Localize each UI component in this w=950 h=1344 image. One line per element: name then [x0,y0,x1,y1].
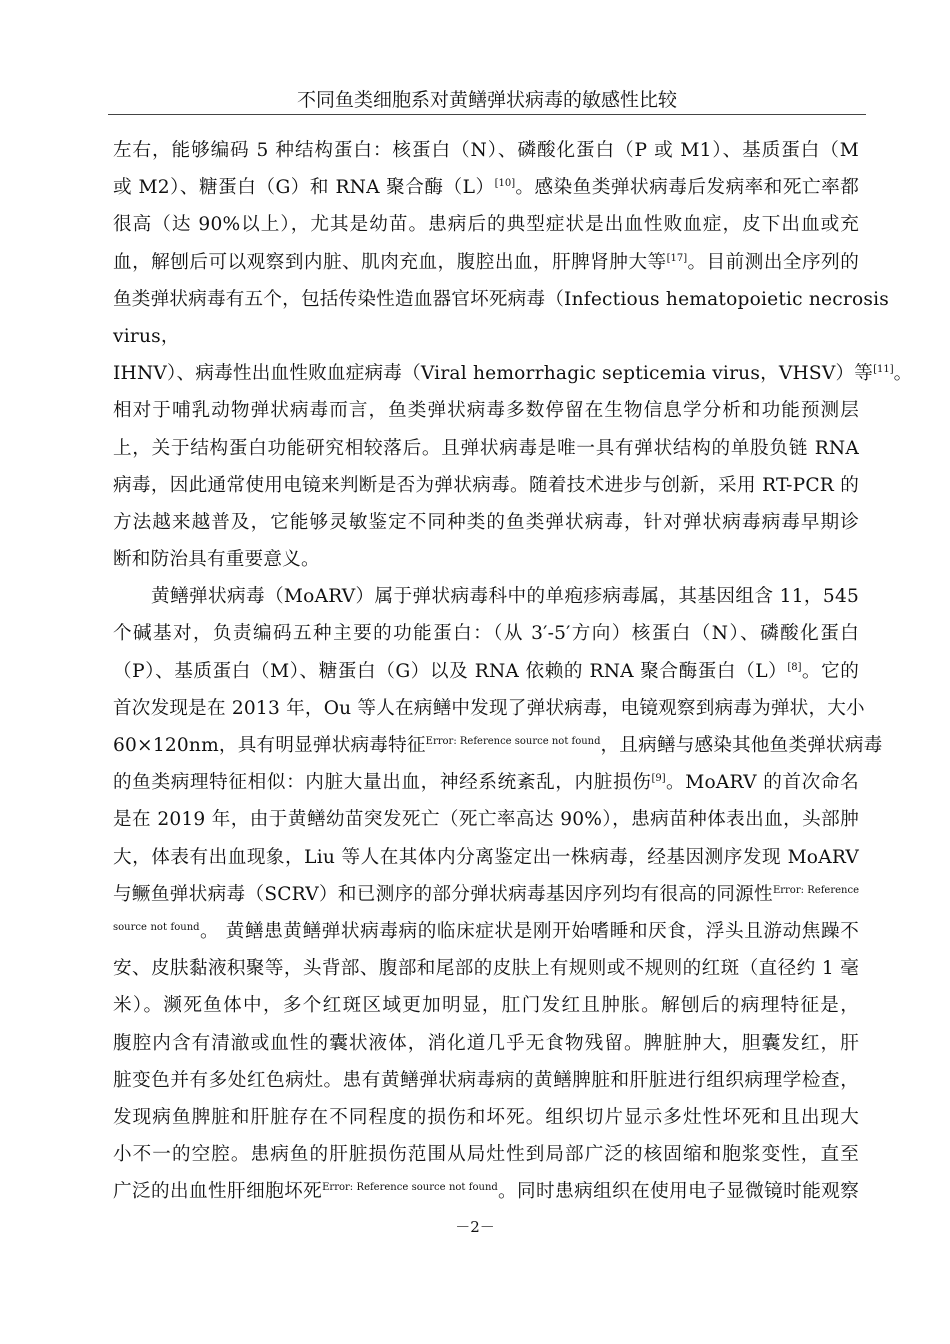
text-segment: 方法越来越普及，它能够灵敏鉴定不同种类的鱼类弹状病毒，针对弹状病毒病毒早期诊 [113,511,859,533]
text-segment: 。感染鱼类弹状病毒后发病率和死亡率都 [515,177,859,199]
text-segment: 与鳜鱼弹状病毒（SCRV）和已测序的部分弹状病毒基因序列均有很高的同源性 [113,883,773,905]
citation-reference: [8] [787,661,802,673]
citation-reference: [9] [651,773,666,785]
text-segment: 上，关于结构蛋白功能研究相较落后。且弹状病毒是唯一具有弹状结构的单股负链 RNA [113,437,859,459]
text-segment: 发现病鱼脾脏和肝脏存在不同程度的损伤和坏死。组织切片显示多灶性坏死和且出现大 [113,1106,859,1128]
text-segment: 个碱基对，负责编码五种主要的功能蛋白：（从 3′-5′方向）核蛋白（N）、磷酸化蛋白 [113,623,859,645]
text-line [113,430,859,467]
page-number: －2－ [455,1218,495,1236]
text-segment: 黄鳝弹状病毒（MoARV）属于弹状病毒科中的单疱疹病毒属，其基因组含 11，545 [151,586,859,608]
text-segment: 。 [893,363,913,385]
text-line [113,541,859,578]
text-line [113,615,859,652]
text-line [113,690,865,727]
text-line [113,392,859,429]
text-line [113,1025,859,1062]
text-segment: 。同时患病组织在使用电子显微镜时能观察 [497,1181,860,1203]
citation-reference: Error: Reference source not found [322,1182,498,1194]
text-segment: 很高（达 90%以上），尤其是幼苗。患病后的典型症状是出血性败血症，皮下出血或充 [113,214,859,236]
text-line [113,281,889,318]
text-line [113,318,859,355]
text-line [113,1062,859,1099]
text-line [113,1099,859,1136]
text-line [113,206,859,243]
citation-reference: [11] [873,364,894,376]
text-line [113,1136,859,1173]
citation-reference: [17] [666,252,688,264]
text-line [113,355,913,392]
text-line [113,467,859,504]
text-segment: 首次发现是在 2013 年，Ou 等人在病鳝中发现了弹状病毒，电镜观察到病毒为弹状，大小 [113,697,865,719]
text-segment: 米）。濒死鱼体中，多个红斑区域更加明显，肛门发红且肿胀。解刨后的病理特征是， [113,995,859,1017]
text-segment: 。MoARV 的首次命名 [665,772,859,794]
text-segment: 病毒，因此通常使用电镜来判断是否为弹状病毒。随着技术进步与创新，采用 RT-PCR 的 [113,474,859,496]
running-header-title: 不同鱼类细胞系对黄鳝弹状病毒的敏感性比较 [296,89,677,111]
text-line [113,987,859,1024]
text-segment: 血，解刨后可以观察到内脏、肌肉充血，腹腔出血，肝脾肾肿大等 [113,251,667,273]
text-segment: 或 M2）、糖蛋白（G）和 RNA 聚合酶（L） [113,177,495,199]
text-segment: 60×120nm，具有明显弹状病毒特征 [113,735,426,756]
text-segment: （P）、基质蛋白（M）、糖蛋白（G）以及 RNA 依赖的 RNA 聚合酶蛋白（L） [113,660,788,682]
text-line [113,950,859,987]
text-segment: 广泛的出血性肝细胞坏死 [113,1181,323,1203]
citation-reference: Error: Reference source not found [425,736,601,747]
text-segment: virus， [113,325,180,347]
text-line [113,132,859,169]
text-segment: 鱼类弹状病毒有五个，包括传染性造血器官坏死病毒（Infectious hematopoietic necrosis [113,288,889,310]
text-segment: 腹腔内含有清澈或血性的囊状液体，消化道几乎无食物残留。脾脏肿大，胆囊发红，肝 [113,1032,859,1054]
text-segment: 小不一的空腔。患病鱼的肝脏损伤范围从局灶性到局部广泛的核固缩和胞浆变性，直至 [113,1144,859,1166]
text-line [113,504,859,541]
citation-reference: Error: Reference [772,884,859,896]
text-segment: 断和防治具有重要意义。 [113,549,320,571]
text-segment: 。 黄鳝患黄鳝弹状病毒病的临床症状是刚开始嗜睡和厌食，浮头且游动焦躁不 [199,920,859,942]
text-line [113,169,859,206]
body-text [113,132,913,1210]
text-line [113,876,859,913]
text-segment: 。目前测出全序列的 [687,251,859,273]
text-line [113,764,859,801]
citation-reference: source not found [113,921,200,933]
text-line [113,244,859,281]
text-segment: 。它的 [801,660,859,682]
citation-reference: [10] [494,178,516,190]
text-line [113,727,883,764]
text-line [113,653,859,690]
text-segment: 脏变色并有多处红色病灶。患有黄鳝弹状病毒病的黄鳝脾脏和肝脏进行组织病理学检查， [113,1069,859,1091]
header-divider [108,114,866,115]
text-line [113,801,859,838]
text-line [113,578,859,615]
text-segment: 相对于哺乳动物弹状病毒而言，鱼类弹状病毒多数停留在生物信息学分析和功能预测层 [113,400,859,422]
text-line [113,1173,859,1210]
text-segment: 左右，能够编码 5 种结构蛋白：核蛋白（N）、磷酸化蛋白（P 或 M1）、基质蛋白（M [113,140,859,161]
text-segment: 安、皮肤黏液积聚等，头背部、腹部和尾部的皮肤上有规则或不规则的红斑（直径约 1 毫 [113,958,859,980]
text-line [113,913,859,950]
text-line [113,839,859,876]
text-segment: 大，体表有出血现象，Liu 等人在其体内分离鉴定出一株病毒，经基因测序发现 MoARV [113,846,859,868]
text-segment: 的鱼类病理特征相似：内脏大量出血，神经系统紊乱，内脏损伤 [113,772,652,794]
text-segment: 是在 2019 年，由于黄鳝幼苗突发死亡（死亡率高达 90%），患病苗种体表出血，头部肿 [113,809,859,831]
text-segment: IHNV）、病毒性出血性败血症病毒（Viral hemorrhagic septicemia virus，VHSV）等 [113,363,874,385]
text-segment: ，且病鳝与感染其他鱼类弹状病毒 [600,735,883,756]
